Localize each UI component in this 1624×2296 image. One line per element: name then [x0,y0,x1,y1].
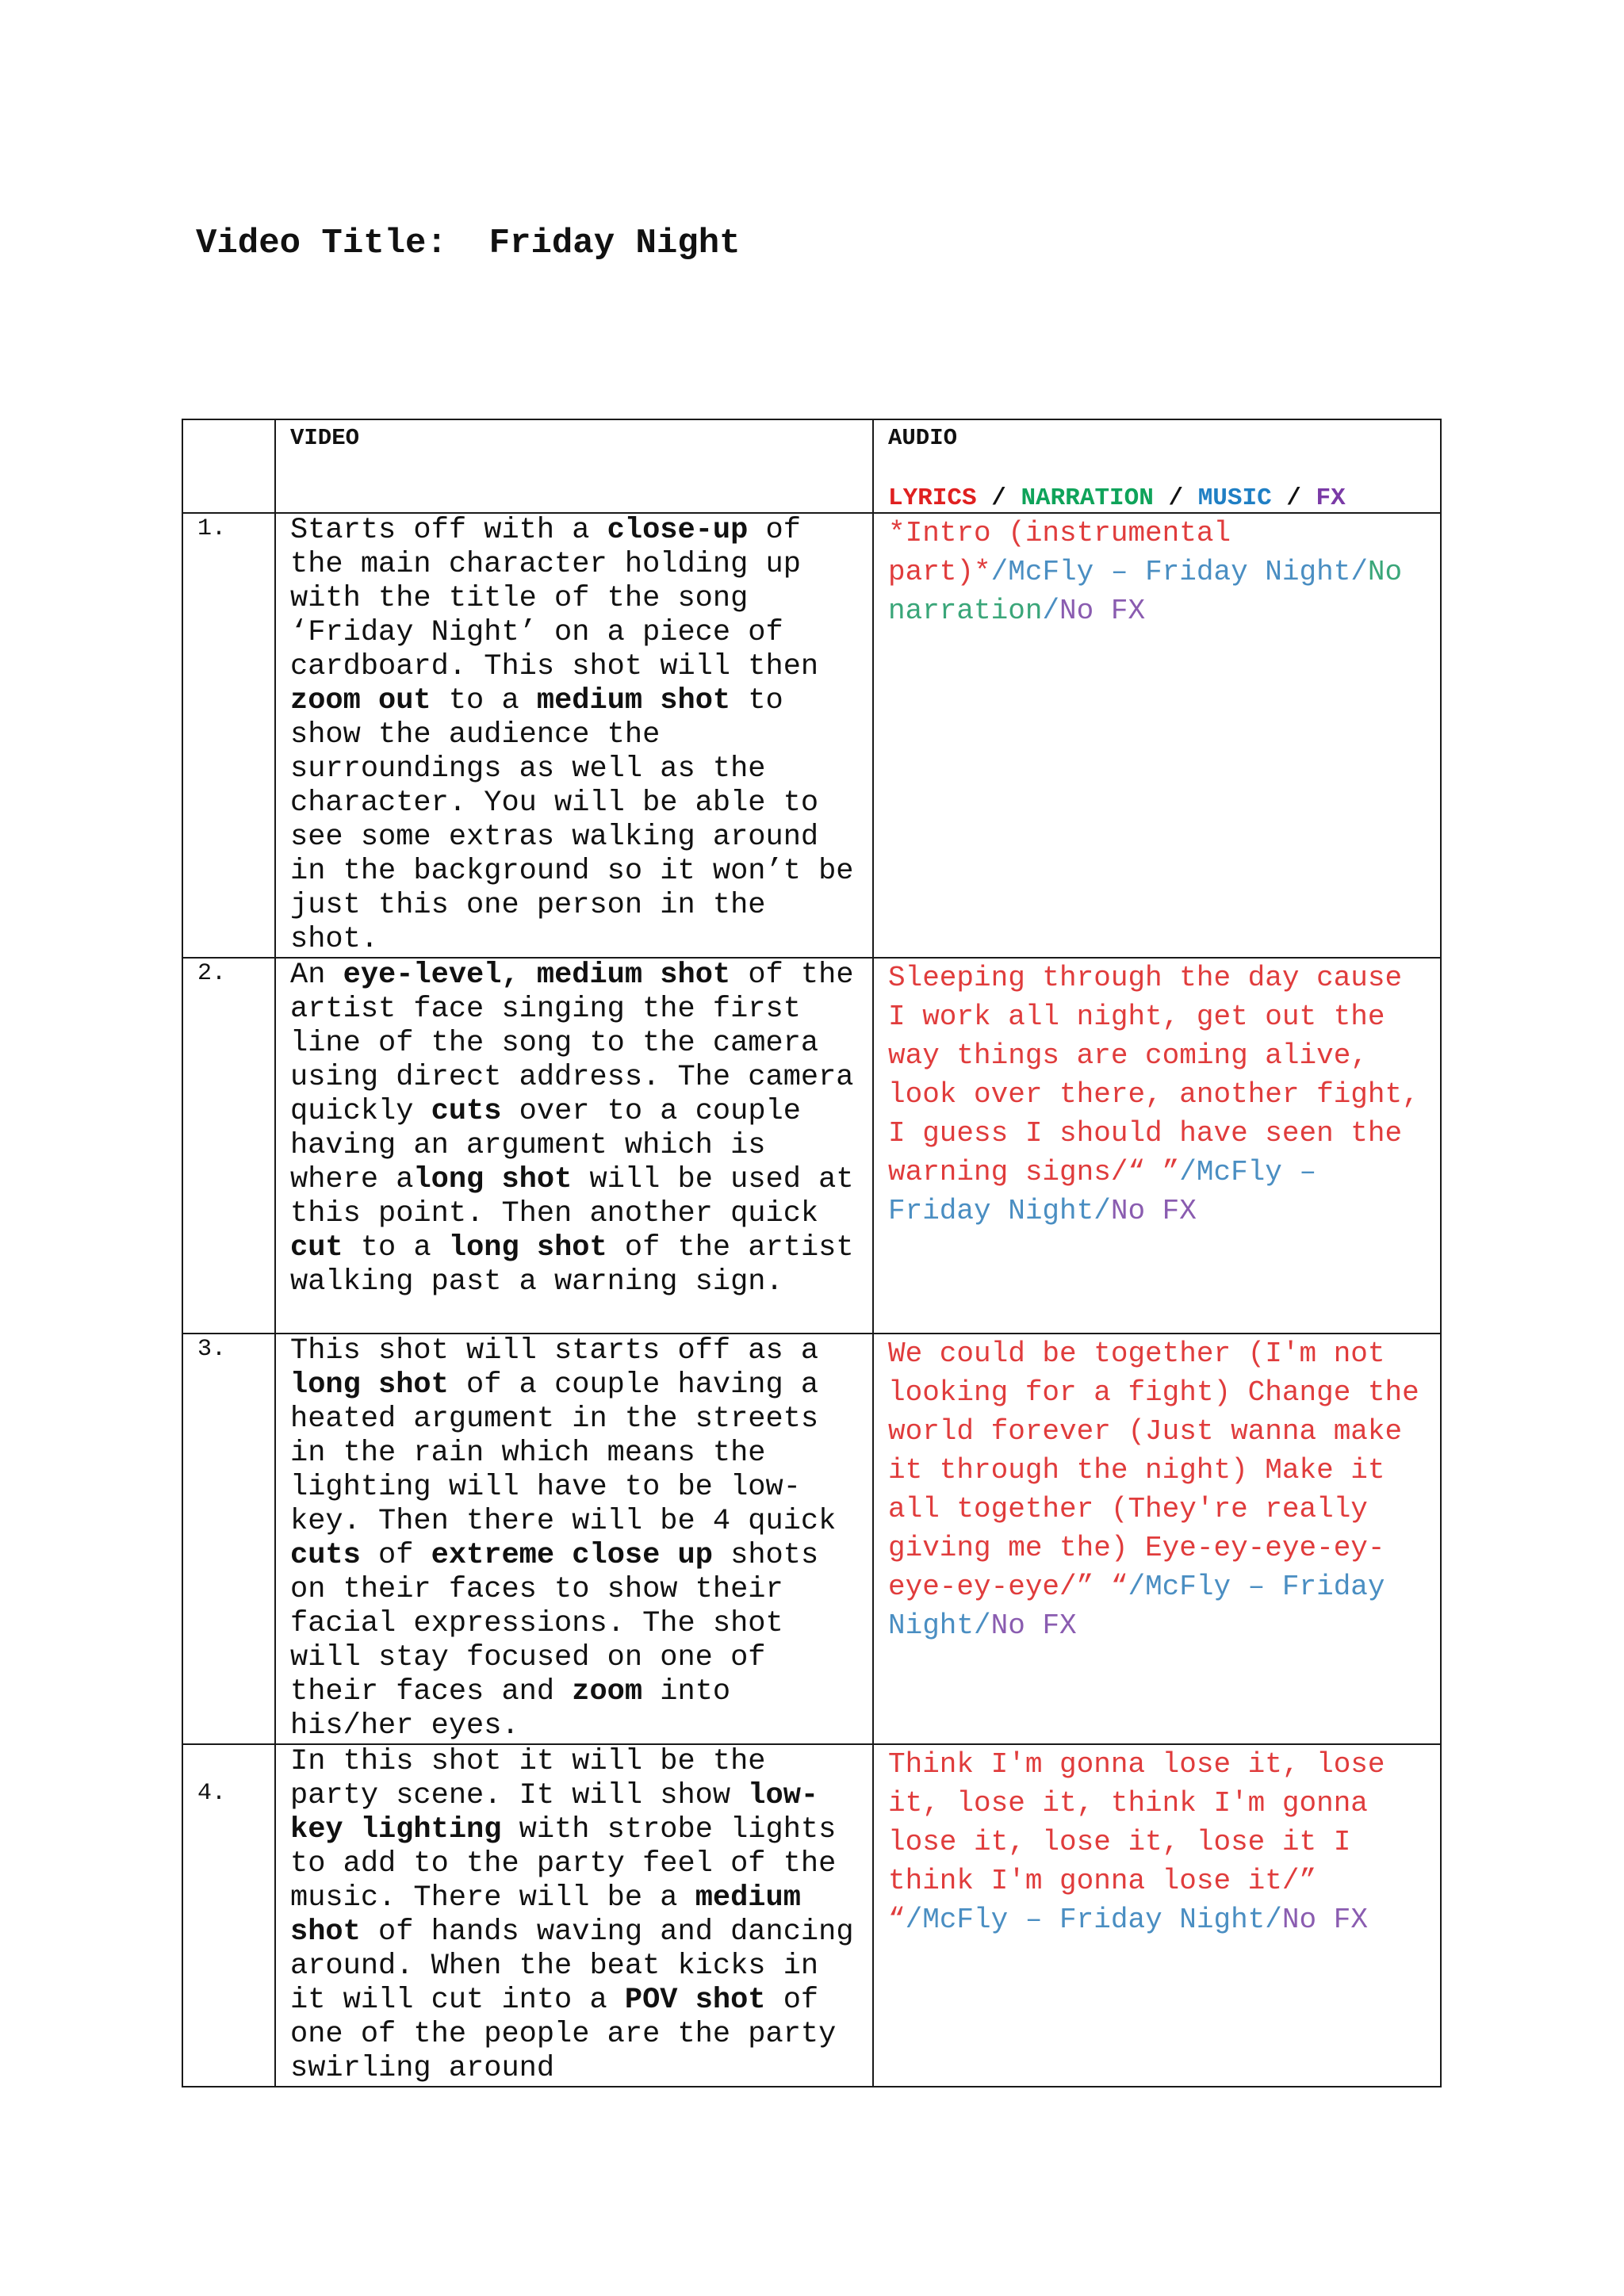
audio-legend [888,484,1426,512]
video-text-segment: of a couple having a heated argument in the streets in the rain which means the lighting will have to be low-key. Then there will be 4 quick [290,1368,837,1538]
video-text-segment: shots on their faces to show their facial expressions. The shot will stay focused on one of their faces and [290,1539,819,1709]
video-text-segment: In this shot it will be the party scene. It will show [290,1745,766,1812]
audio-music-segment: / [1179,1156,1197,1188]
audio-fx-segment: No FX [1281,1904,1368,1936]
audio-music-segment: / [905,1904,923,1936]
audio-music-segment: McFly – Friday Night [1008,556,1351,588]
table-row [182,1744,1441,2087]
legend-separator: / [1271,484,1316,512]
header-number-cell [182,419,275,513]
audio-description [873,1744,1441,2087]
audio-music-segment: / [1042,595,1060,627]
legend-narration: NARRATION [1021,484,1154,512]
legend-music: MUSIC [1197,484,1272,512]
audio-music-segment: / [1128,1571,1146,1603]
camera-term: POV shot [624,1984,766,2017]
video-text-segment: Starts off with a [290,514,607,547]
video-text-segment: of one of the people are the party swirling around [290,1984,837,2085]
video-text-segment: with strobe lights to add to the party feel of the music. There will be a [290,1813,837,1915]
audio-music-segment: / [1265,1904,1282,1936]
audio-music-segment: McFly – Friday Night [888,1156,1317,1227]
title-label: Video Title: [196,224,447,263]
audio-music-segment: / [1350,556,1368,588]
video-text-segment: to a [343,1231,449,1265]
camera-term: low-key lighting [290,1779,819,1846]
shot-number: 4. [182,1744,275,2087]
video-text-segment: to show the audience the surroundings as well as the character. You will be able to see some extras walking around in the background so it won’t be just this one person in the shot. [290,684,854,956]
video-text-segment: An [290,959,343,992]
audio-fx-segment: No FX [1110,1195,1197,1227]
legend-lyrics: LYRICS [888,484,977,512]
camera-term: close-up [607,514,749,547]
audio-fx-segment: No FX [1059,595,1146,627]
audio-lyrics-segment: Think I'm gonna lose it, lose it, lose it, think I'm gonna lose it, lose it, lose it I think I'm gonna lose it/” “ [888,1748,1385,1936]
video-text-segment: of the artist walking past a warning sign. [290,1231,854,1299]
camera-term: zoom [572,1675,643,1709]
video-description [275,1334,873,1744]
video-text-segment: of [360,1539,431,1572]
video-description [275,1744,873,2087]
audio-description [873,513,1441,958]
shot-number: 3. [182,1334,275,1744]
video-description [275,958,873,1334]
audio-column-header [873,419,1441,513]
table-row [182,958,1441,1334]
audio-description [873,1334,1441,1744]
shot-number: 1. [182,513,275,958]
camera-term: long shot [448,1231,607,1265]
camera-term: cuts [431,1095,502,1128]
video-text-segment: will be used at this point. Then another quick [290,1163,854,1230]
legend-fx: FX [1316,484,1346,512]
audio-music-segment: / [974,1609,991,1642]
video-text-segment: This shot will starts off as a [290,1334,819,1368]
camera-term: cut [290,1231,343,1265]
video-text-segment: over to a couple having an argument which is where a [290,1095,801,1196]
video-description [275,513,873,958]
video-column-header: VIDEO [275,419,873,513]
audio-header-label: AUDIO [888,425,958,451]
camera-term: zoom out [290,684,431,718]
title-value: Friday Night [488,224,741,263]
page-title [196,224,741,263]
video-text-segment: to a [431,684,537,718]
camera-term: long shot [290,1368,449,1402]
camera-term: eye-level, medium shot [343,959,731,992]
video-text-segment: of the artist face singing the first line of the song to the camera using direct address. The camera quickly [290,959,854,1128]
audio-music-segment: McFly – Friday Night [888,1571,1385,1642]
video-text-segment: into his/her eyes. [290,1675,731,1743]
audio-fx-segment: No FX [990,1609,1077,1642]
camera-term: extreme close up [431,1539,713,1572]
legend-separator: / [1153,484,1198,512]
table-row [182,513,1441,958]
video-text-segment: of the main character holding up with the title of the song ‘Friday Night’ on a piece of cardboard. This shot will then [290,514,819,683]
table-row [182,1334,1441,1744]
shot-number: 2. [182,958,275,1334]
audio-music-segment: / [990,556,1009,588]
audio-music-segment: McFly – Friday Night [922,1904,1266,1936]
audio-music-segment: / [1094,1195,1111,1227]
audio-lyrics-segment: *Intro (instrumental part)* [888,517,1231,588]
camera-term: medium shot [290,1881,801,1949]
camera-term: long shot [413,1163,573,1196]
camera-term: cuts [290,1539,361,1572]
shot-list-table [182,419,1442,2087]
audio-lyrics-segment: We could be together (I'm not looking for a fight) Change the world forever (Just wanna make it through the night) Make it all together (They're really giving me the) Eye-ey-eye-ey-eye-ey-eye/” “ [888,1337,1419,1603]
audio-narration-segment: No narration [888,556,1403,627]
video-text-segment: of hands waving and dancing around. When the beat kicks in it will cut into a [290,1915,854,2017]
audio-lyrics-segment: Sleeping through the day cause I work all night, get out the way things are coming alive, look over there, another fight, I guess I should have seen the warning signs/“ ” [888,962,1419,1188]
table-header-row [182,419,1441,513]
camera-term: medium shot [536,684,731,718]
audio-description [873,958,1441,1334]
legend-separator: / [976,484,1021,512]
